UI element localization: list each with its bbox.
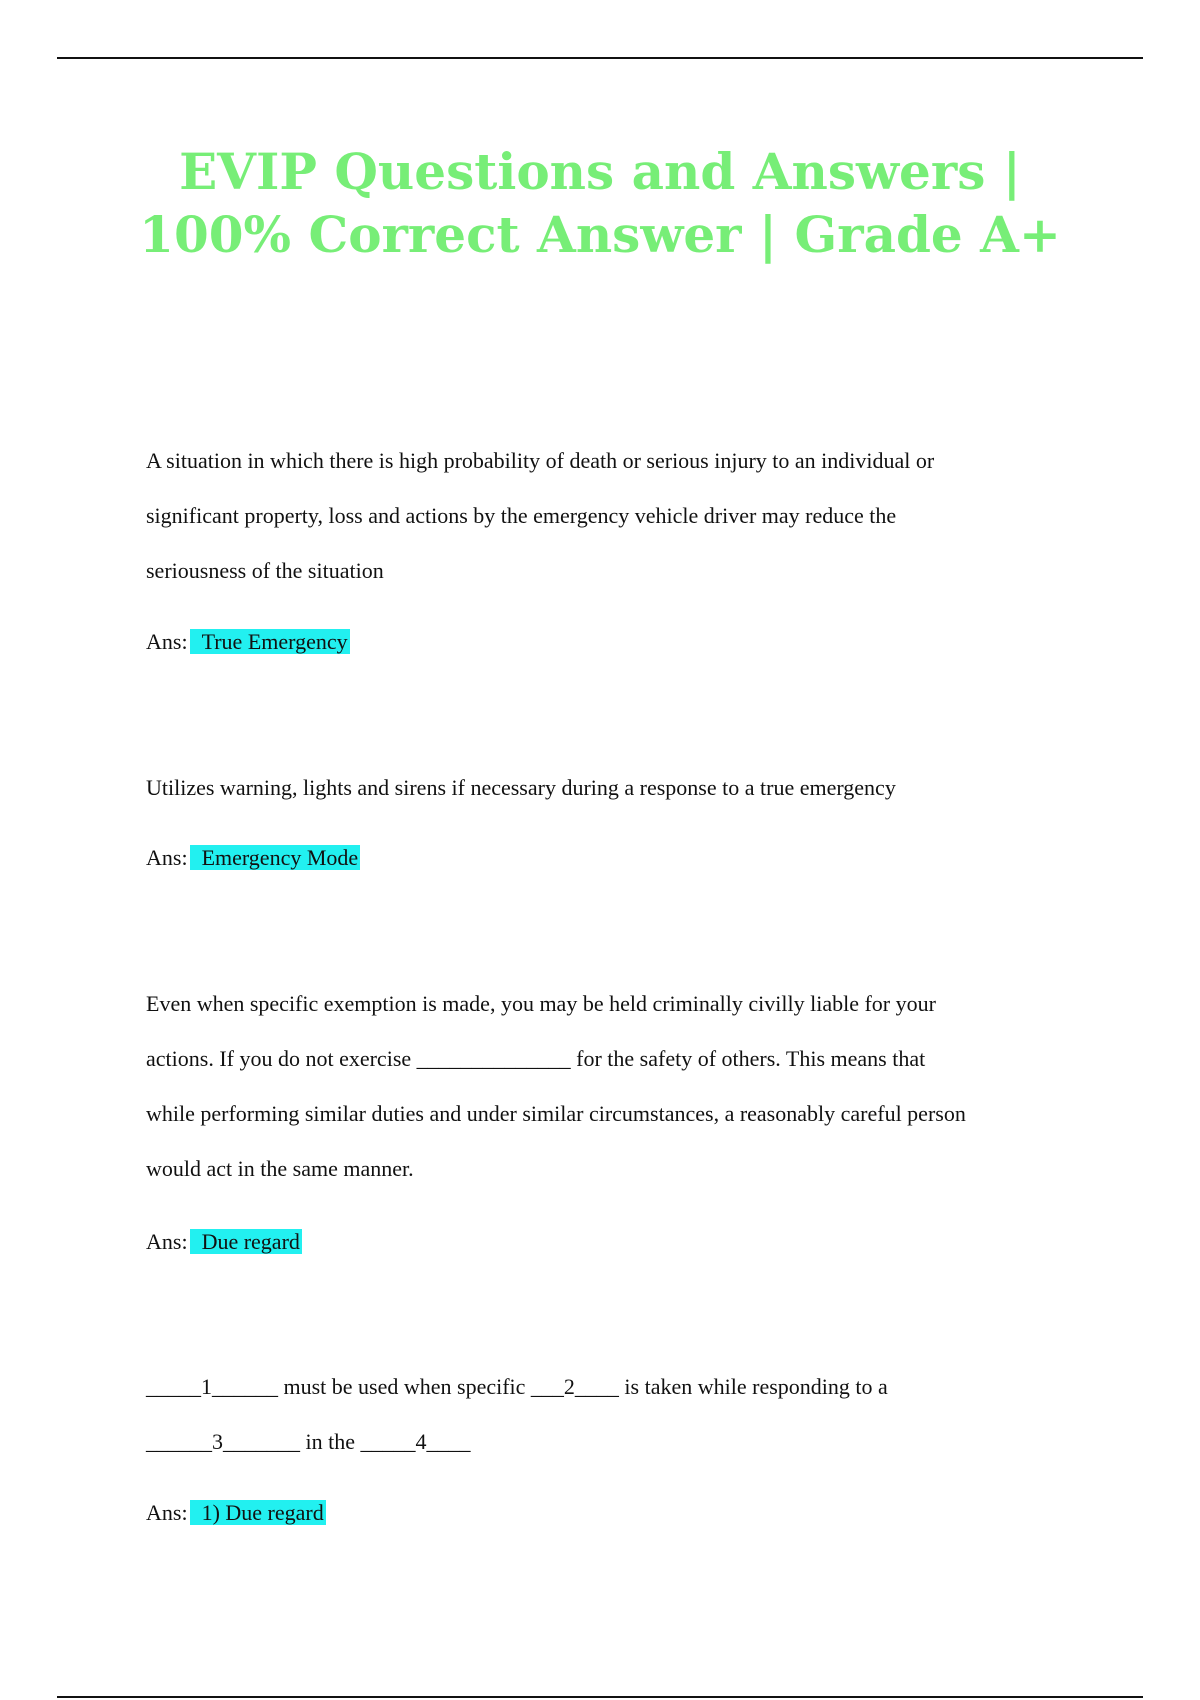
question-1-line-2: significant property, loss and actions by the emergency vehicle driver may reduce the xyxy=(146,503,897,528)
question-3-line-3: while performing similar duties and under similar circumstances, a reasonably careful person xyxy=(146,1101,966,1126)
document-title xyxy=(0,140,1200,266)
answer-2 xyxy=(146,843,360,873)
top-rule xyxy=(57,57,1143,59)
question-1-line-3: seriousness of the situation xyxy=(146,558,384,583)
question-2-line-1: Utilizes warning, lights and sirens if necessary during a response to a true emergency xyxy=(146,775,896,800)
question-3-line-2: actions. If you do not exercise ______________ for the safety of others. This means that xyxy=(146,1046,926,1071)
answer-4-prefix: Ans: xyxy=(146,1500,188,1525)
question-1-text xyxy=(146,433,1086,598)
answer-1-highlight: True Emergency xyxy=(190,629,350,654)
answer-3 xyxy=(146,1227,302,1257)
answer-1 xyxy=(146,627,350,657)
title-line-2: 100% Correct Answer | Grade A+ xyxy=(139,205,1061,264)
answer-2-highlight: Emergency Mode xyxy=(190,845,361,870)
answer-1-prefix: Ans: xyxy=(146,629,188,654)
answer-3-prefix: Ans: xyxy=(146,1229,188,1254)
question-3-text xyxy=(146,976,1086,1196)
answer-4-highlight: 1) Due regard xyxy=(190,1500,326,1525)
title-line-1: EVIP Questions and Answers | xyxy=(179,142,1021,201)
question-4-line-1: _____1______ must be used when specific ___2____ is taken while responding to a xyxy=(146,1374,888,1399)
question-4-line-2: ______3_______ in the _____4____ xyxy=(146,1429,471,1454)
question-3-line-1: Even when specific exemption is made, you may be held criminally civilly liable for your xyxy=(146,991,936,1016)
question-3-line-4: would act in the same manner. xyxy=(146,1156,414,1181)
bottom-rule xyxy=(57,1696,1143,1698)
answer-2-prefix: Ans: xyxy=(146,845,188,870)
question-2-text xyxy=(146,760,1086,815)
question-1-line-1: A situation in which there is high probability of death or serious injury to an individual or xyxy=(146,448,935,473)
question-4-text xyxy=(146,1359,1086,1469)
answer-4 xyxy=(146,1498,326,1528)
answer-3-highlight: Due regard xyxy=(190,1229,302,1254)
